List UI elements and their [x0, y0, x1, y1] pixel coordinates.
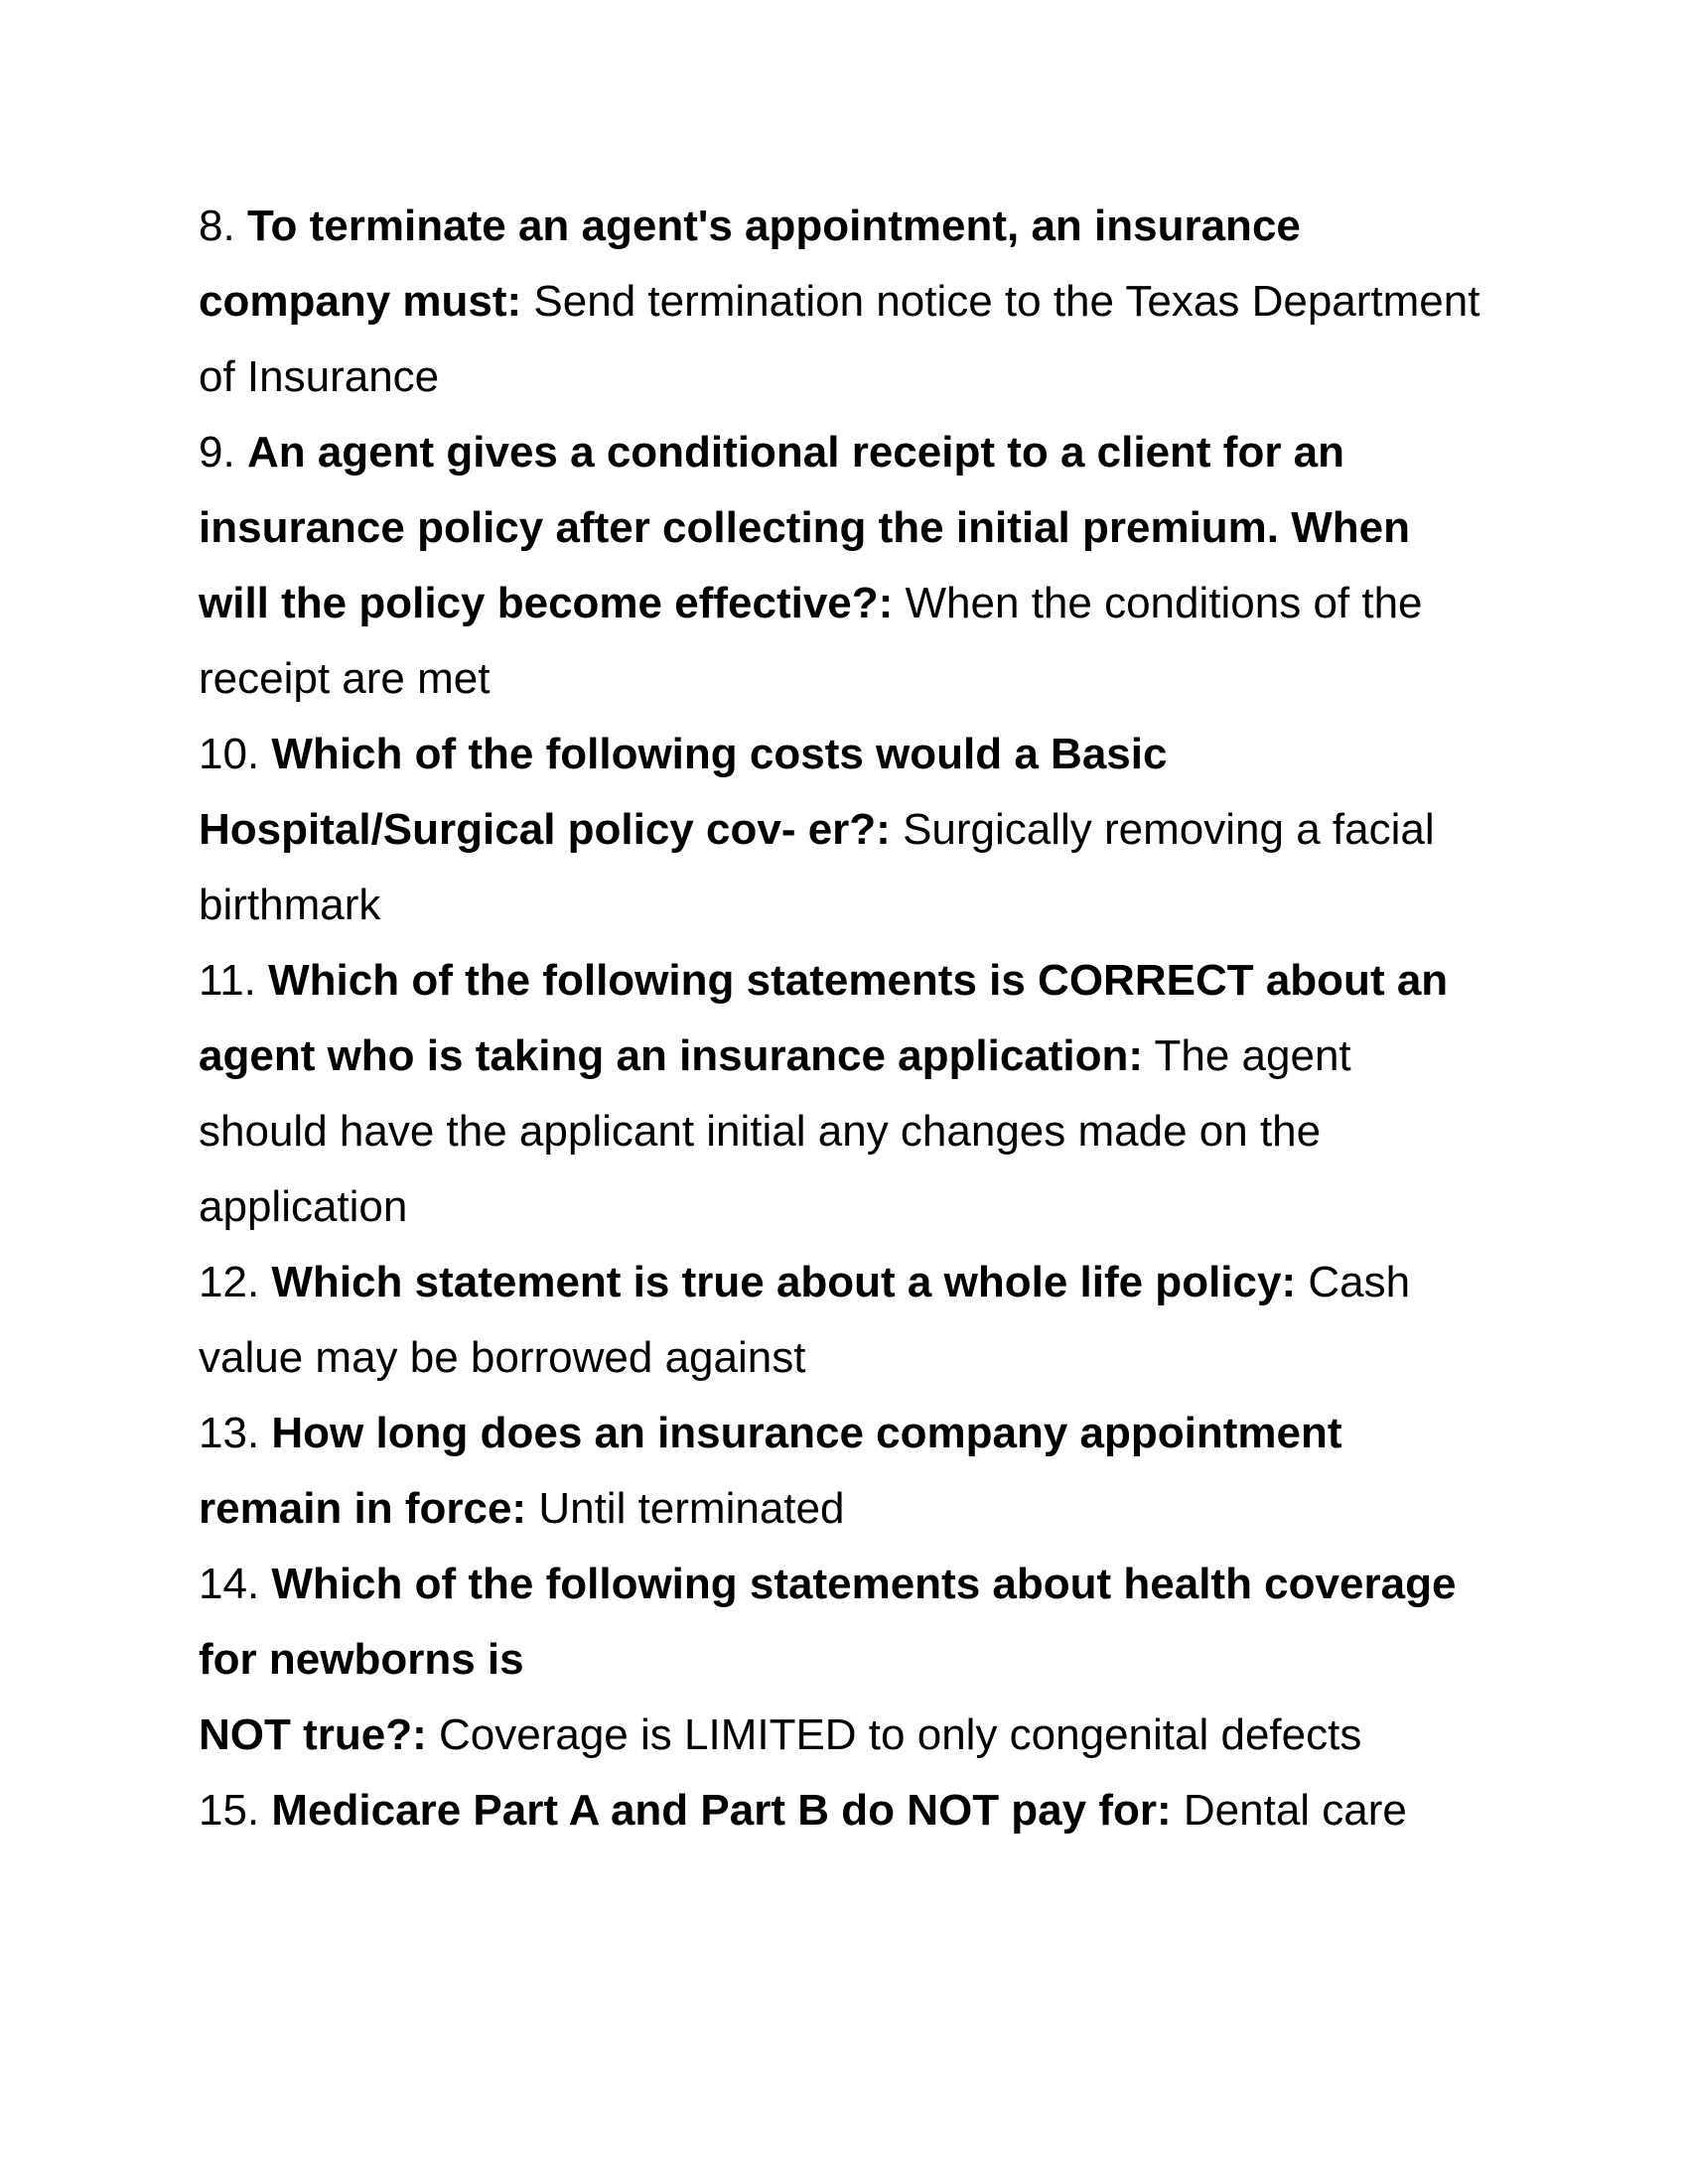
question-text: Which of the following statements is CORRECT about an agent who is taking an insurance application: — [199, 956, 1449, 1080]
qa-item-8 — [199, 189, 1489, 415]
qa-list — [199, 189, 1489, 1848]
question-text: Which of the following costs would a Basic Hospital/Surgical policy cov- er?: — [199, 730, 1168, 854]
answer-text: The agent should have the applicant initial any changes made on the application — [199, 1031, 1351, 1231]
question-text: An agent gives a conditional receipt to a client for an insurance policy after collecting the initial premium. When will the policy become effective?: — [199, 428, 1411, 627]
item-number: 11. — [199, 956, 256, 1005]
qa-item-11 — [199, 943, 1489, 1245]
qa-item-9 — [199, 415, 1489, 717]
answer-text: Until terminated — [538, 1484, 845, 1533]
question-text: Which statement is true about a whole life policy: — [271, 1258, 1297, 1306]
answer-text: Send termination notice to the Texas Department of Insurance — [199, 277, 1480, 401]
question-text: Which of the following statements about health coverage for newborns is — [199, 1560, 1457, 1684]
qa-item-14 — [199, 1547, 1489, 1773]
item-number: 12. — [199, 1258, 260, 1306]
item-number: 8. — [199, 202, 235, 250]
item-number: 14. — [199, 1560, 260, 1608]
answer-text: Surgically removing a facial birthmark — [199, 805, 1435, 929]
question-text: How long does an insurance company appointment remain in force: — [199, 1409, 1342, 1533]
item-number: 10. — [199, 730, 260, 778]
item-number: 13. — [199, 1409, 260, 1457]
question-text: To terminate an agent's appointment, an insurance company must: — [199, 202, 1301, 326]
qa-item-12 — [199, 1245, 1489, 1396]
qa-item-15 — [199, 1773, 1489, 1848]
question-text-continued: NOT true?: — [199, 1710, 427, 1759]
item-number: 15. — [199, 1786, 260, 1835]
answer-text: Coverage is LIMITED to only congenital defects — [439, 1710, 1362, 1759]
answer-text: Cash value may be borrowed against — [199, 1258, 1411, 1382]
answer-text: When the conditions of the receipt are met — [199, 579, 1423, 703]
qa-item-13 — [199, 1396, 1489, 1547]
answer-text: Dental care — [1183, 1786, 1407, 1835]
item-number: 9. — [199, 428, 235, 477]
question-text: Medicare Part A and Part B do NOT pay for: — [271, 1786, 1172, 1835]
qa-item-10 — [199, 717, 1489, 943]
